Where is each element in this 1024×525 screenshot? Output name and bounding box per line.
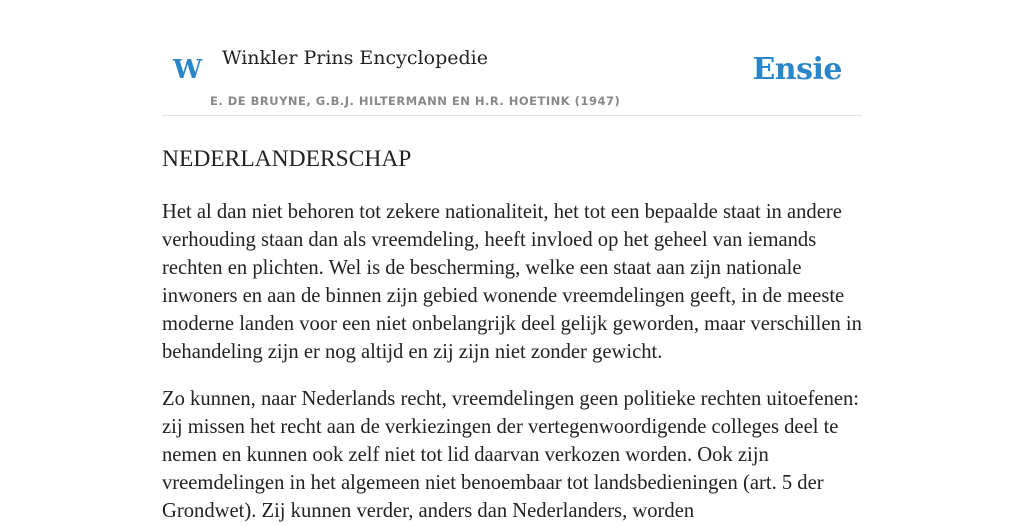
authors-byline: E. DE BRUYNE, G.B.J. HILTERMANN EN H.R. HOETINK (1947)	[210, 94, 621, 108]
site-logo[interactable]: W	[173, 55, 203, 85]
page-container	[162, 0, 862, 525]
article-title: NEDERLANDERSCHAP	[162, 146, 412, 172]
article-paragraph: Zo kunnen, naar Nederlands recht, vreemdelingen geen politieke rechten uitoefenen: zij missen het recht aan de verkiezingen der vertegenwoordigende colleges deel te nemen en kunnen ook zelf niet tot lid daarvan verkozen worden. Ook zijn vreemdelingen in het algemeen niet benoembaar tot landsbedieningen (art. 5 der Grondwet). Zij kunnen verder, anders dan Nederlanders, worden	[162, 388, 860, 522]
article-paragraph: Het al dan niet behoren tot zekere nationaliteit, het tot een bepaalde staat in andere verhouding staan dan als vreemdeling, heeft invloed op het geheel van iemands rechten en plichten. Wel is de bescherming, welke een staat aan zijn nationale inwoners en aan de binnen zijn gebied wonende vreemdelingen geeft, in de meeste moderne landen voor een niet onbelangrijk deel gelijk geworden, maar verschillen in behandeling zijn er nog altijd en zij zijn niet zonder gewicht.	[162, 201, 862, 363]
brand-logo[interactable]: Ensie	[752, 52, 842, 87]
site-title[interactable]: Winkler Prins Encyclopedie	[222, 47, 488, 69]
site-header	[162, 0, 862, 116]
